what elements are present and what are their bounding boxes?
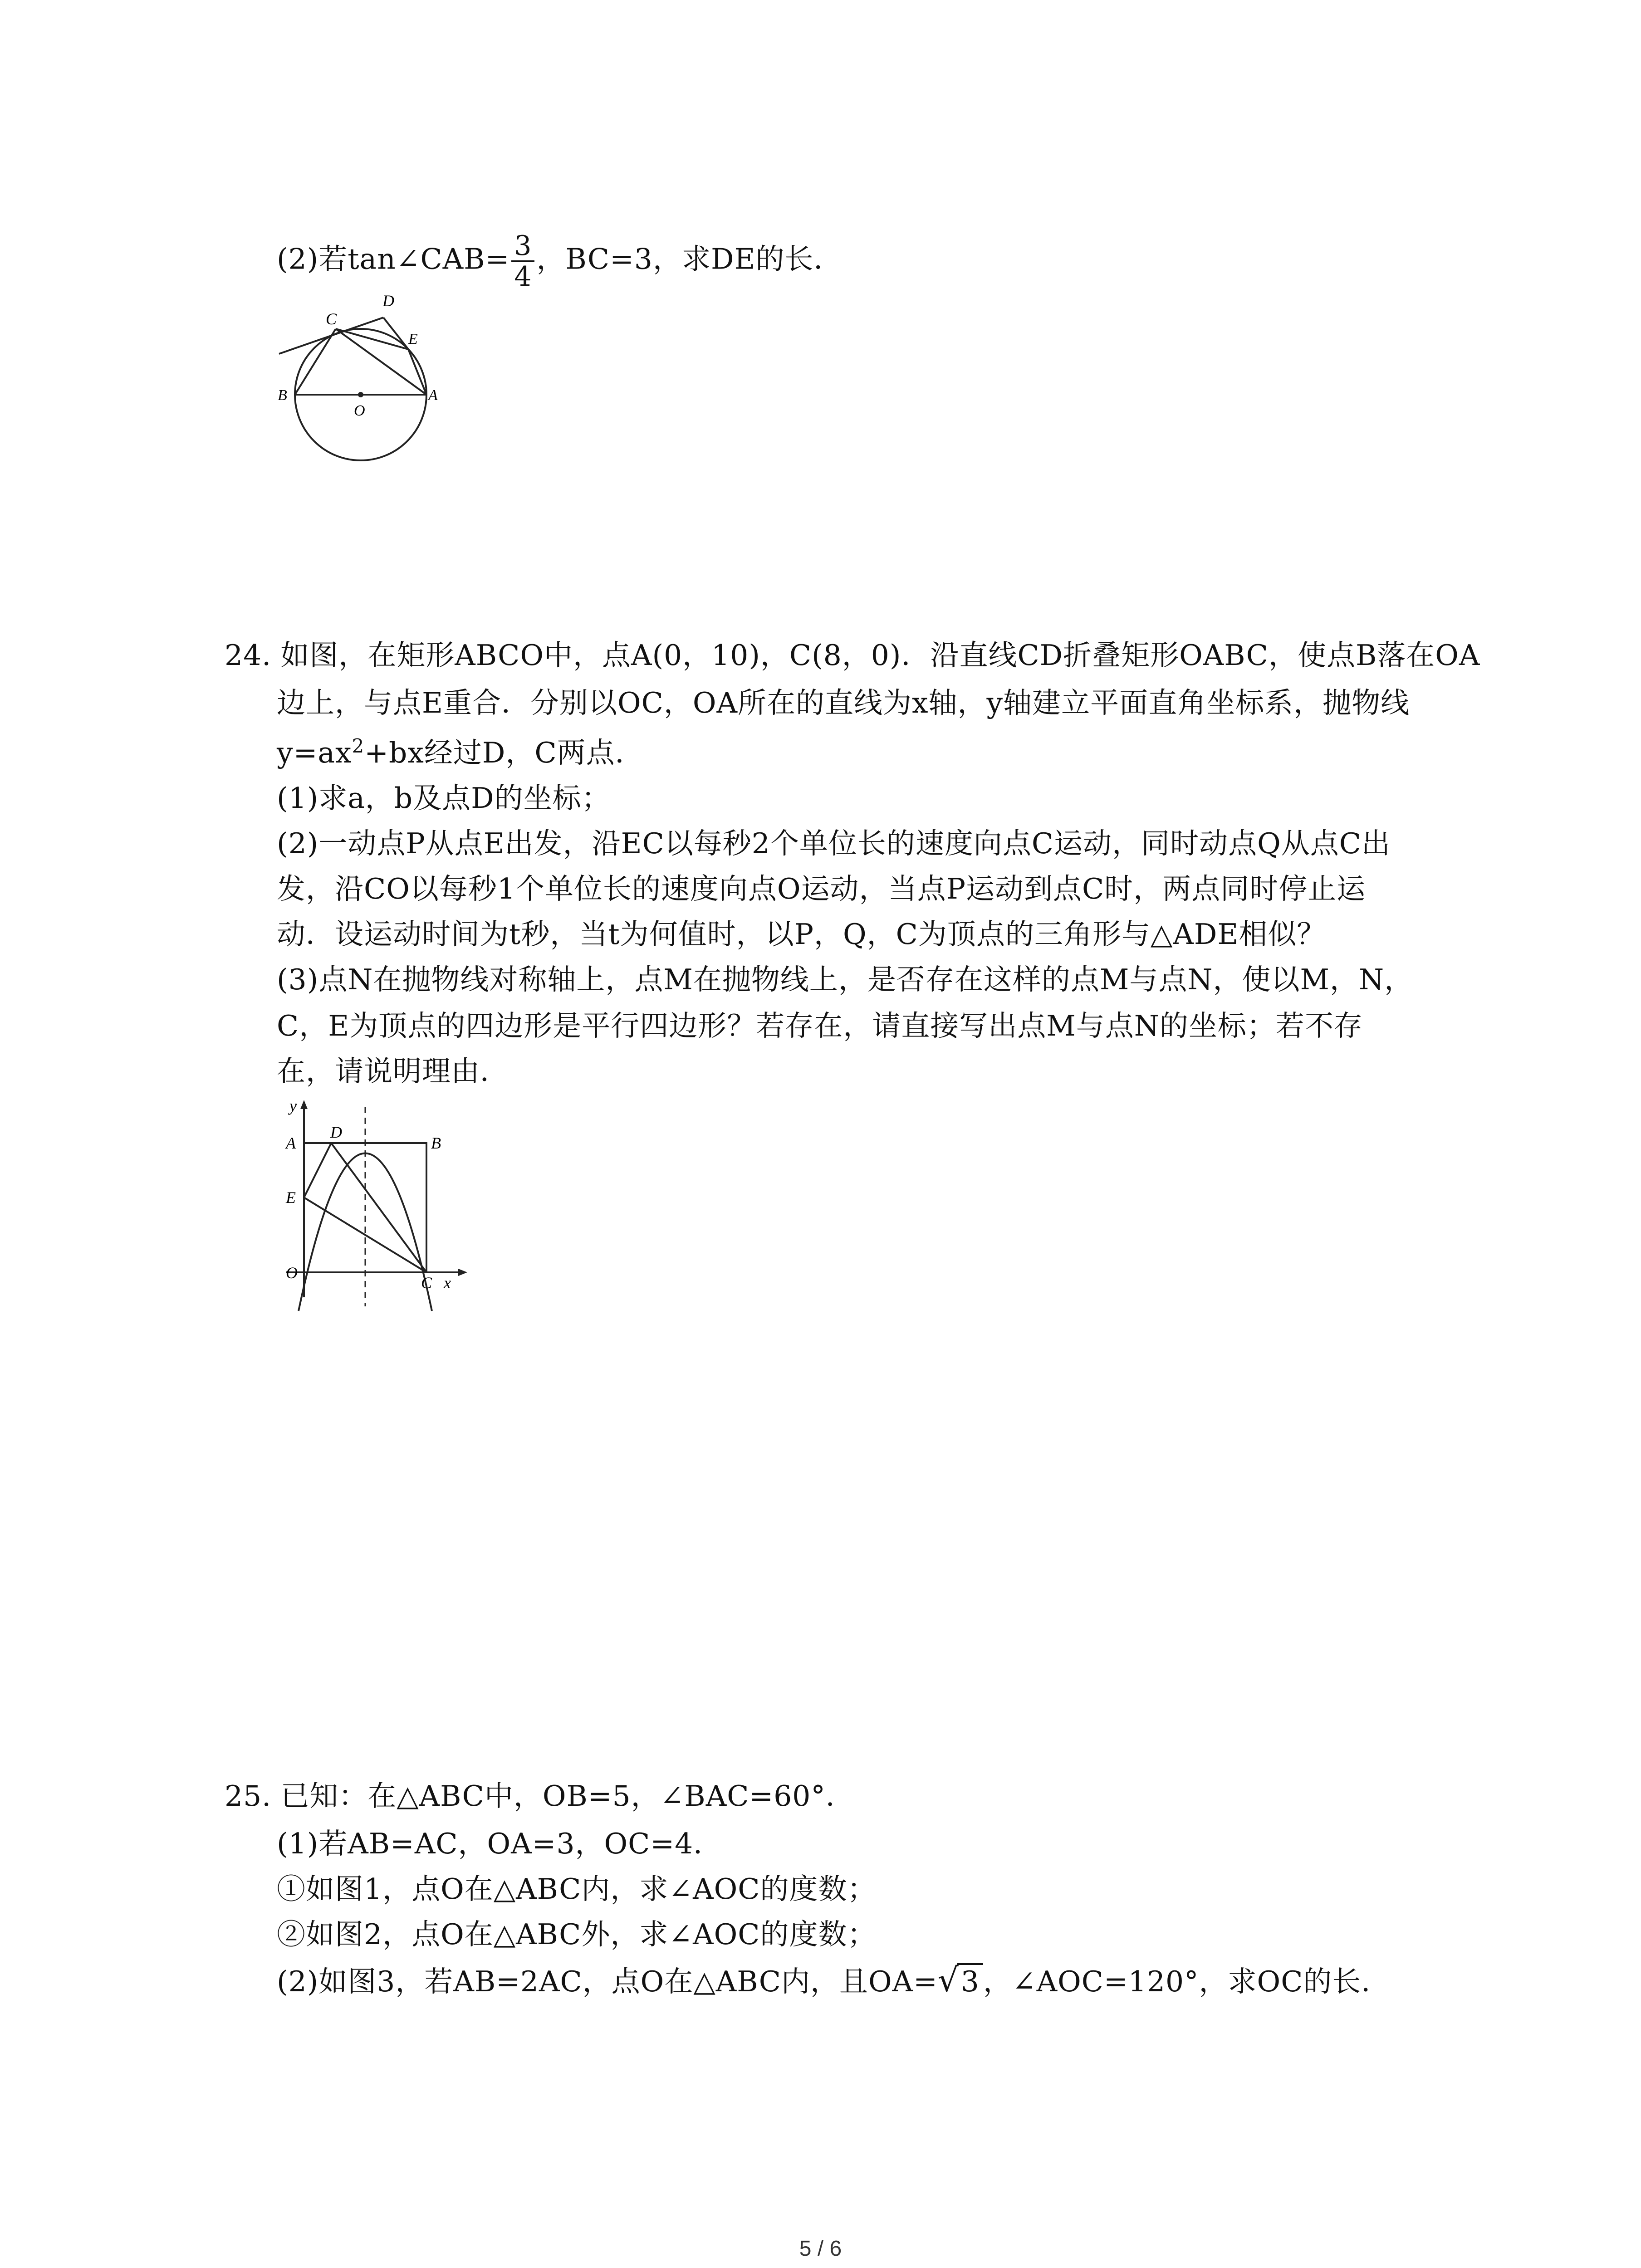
q24-part2-line2: 发，沿CO以每秒1个单位长的速度向点O运动，当点P运动到点C时，两点同时停止运 <box>277 872 1366 905</box>
fraction-numerator: 3 <box>511 231 534 262</box>
q24-label-d: D <box>330 1123 342 1141</box>
q24-label-a: A <box>286 1134 296 1152</box>
q24-part2-line1: (2)一动点P从点E出发，沿EC以每秒2个单位长的速度向点C运动，同时动点Q从点C出 <box>277 827 1391 860</box>
q24-part3-line3: 在，请说明理由． <box>277 1055 509 1088</box>
q25-part1: (1)若AB=AC，OA=3，OC=4． <box>277 1827 723 1860</box>
q24-part2-line3: 动．设运动时间为t秒，当t为何值时，以P，Q，C为顶点的三角形与△ADE相似？ <box>277 918 1326 951</box>
q25-part1b: ②如图2，点O在△ABC外，求∠AOC的度数； <box>277 1918 877 1951</box>
q25-part2-suffix: ，∠AOC=120°，求OC的长． <box>983 1965 1391 1998</box>
q24-line3-b: +bx经过D，C两点． <box>364 736 644 769</box>
q24-label-b: B <box>431 1134 441 1152</box>
q24-label-c: C <box>421 1274 432 1292</box>
q24-part1: (1)求a，b及点D的坐标； <box>277 782 611 815</box>
q23-label-b: B <box>278 387 287 404</box>
q25-part1a: ①如图1，点O在△ABC内，求∠AOC的度数； <box>277 1872 877 1906</box>
q24-line3-sup: 2 <box>352 735 365 757</box>
q23-part2-suffix: ，BC=3，求DE的长． <box>536 242 843 276</box>
q23-label-a: A <box>428 387 438 404</box>
q23-label-e: E <box>408 331 418 347</box>
q24-line1-text: 如图，在矩形ABCO中，点A(0，10)，C(8，0)．沿直线CD折叠矩形OABC，使点B落在OA <box>280 639 1480 672</box>
q25-number: 25. <box>225 1779 272 1813</box>
q24-label-o: O <box>286 1264 298 1282</box>
q24-parabola-figure <box>277 1098 476 1315</box>
q23-label-o: O <box>354 402 365 419</box>
sqrt-3: √3 <box>938 1962 983 2000</box>
page-number: 5 / 6 <box>799 2237 842 2261</box>
q25-part2-prefix: (2)如图3，若AB=2AC，点O在△ABC内，且OA= <box>277 1965 938 1998</box>
q23-part2-prefix: (2)若tan∠CAB= <box>277 242 510 276</box>
q25-part2 <box>277 1962 1390 2000</box>
q23-label-c: C <box>326 310 337 328</box>
q25-line1-text: 已知：在△ABC中，OB=5，∠BAC=60°． <box>280 1779 855 1813</box>
q24-label-x: x <box>444 1274 451 1292</box>
q24-part3-line2: C，E为顶点的四边形是平行四边形？若存在，请直接写出点M与点N的坐标；若不存 <box>277 1009 1363 1042</box>
q24-number: 24. <box>225 639 272 672</box>
q25-line1 <box>225 1778 855 1814</box>
q24-line1 <box>225 637 1480 674</box>
fraction-3-4 <box>511 231 534 291</box>
q24-part3-line1: (3)点N在抛物线对称轴上，点M在抛物线上，是否存在这样的点M与点N，使以M，N， <box>277 963 1414 996</box>
q24-label-e: E <box>286 1188 296 1207</box>
q24-line3-a: y=ax <box>277 736 352 769</box>
q23-label-d: D <box>382 292 394 310</box>
q24-line2: 边上，与点E重合．分别以OC，OA所在的直线为x轴，y轴建立平面直角坐标系，抛物线 <box>277 686 1410 719</box>
q24-line3 <box>277 735 644 771</box>
fraction-denominator: 4 <box>514 261 532 293</box>
q23-circle-figure <box>272 281 436 472</box>
sqrt-radicand: 3 <box>957 1963 983 1998</box>
q24-label-y: y <box>289 1097 297 1115</box>
